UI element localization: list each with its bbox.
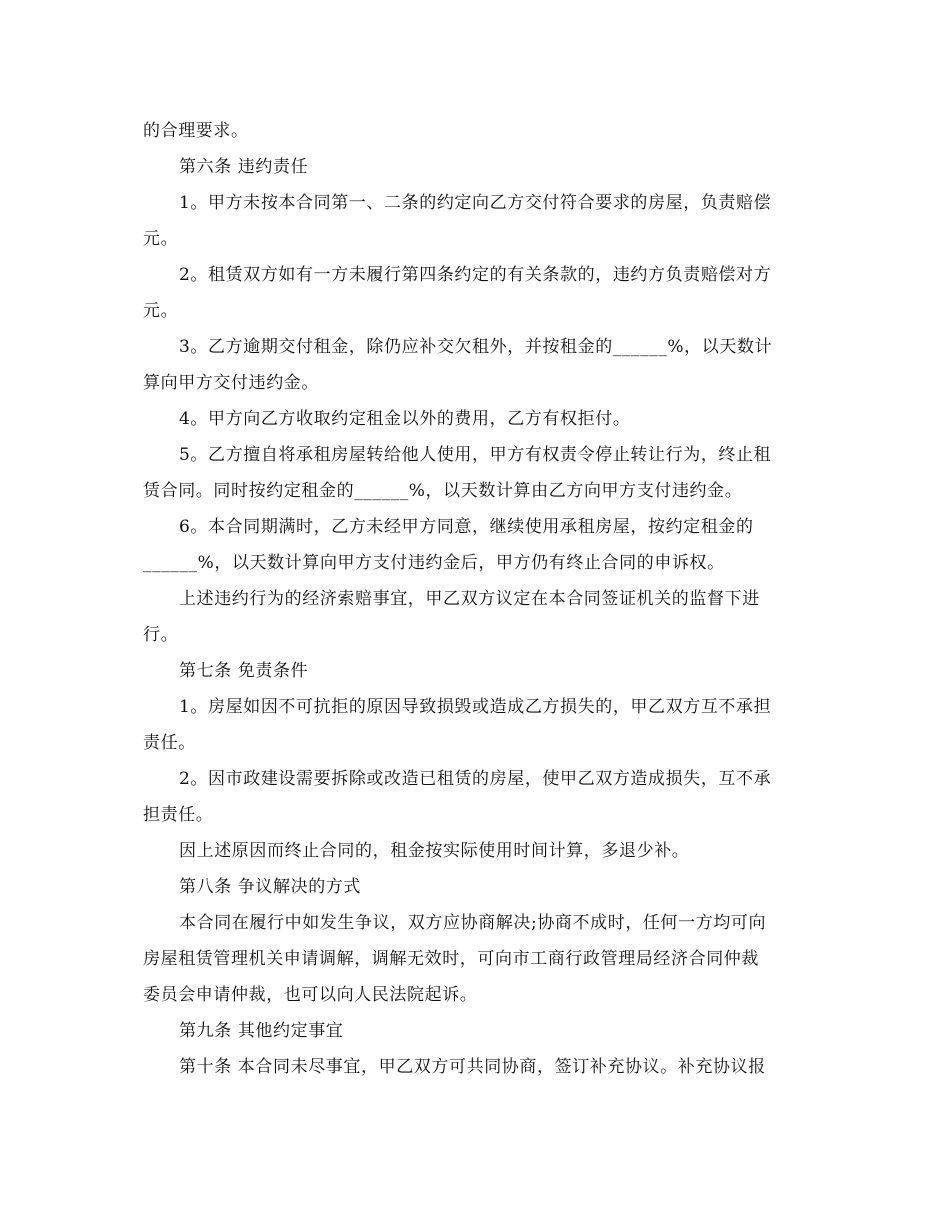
document-line: 2。租赁双方如有一方未履行第四条约定的有关条款的，违约方负责赔偿对方 — [179, 265, 772, 285]
document-body — [143, 113, 809, 1085]
document-line: 委员会申请仲裁，也可以向人民法院起诉。 — [143, 985, 478, 1005]
document-line: 2。因市政建设需要拆除或改造已租赁的房屋，使甲乙双方造成损失，互不承 — [179, 769, 772, 789]
document-line: 3。乙方逾期交付租金，除仍应补交欠租外，并按租金的______%，以天数计 — [179, 337, 773, 357]
document-line: 赁合同。同时按约定租金的______%，以天数计算由乙方向甲方支付违约金。 — [143, 481, 743, 501]
document-line: 第十条 本合同未尽事宜，甲乙双方可共同协商，签订补充协议。补充协议报 — [179, 1057, 766, 1077]
document-line: 5。乙方擅自将承租房屋转给他人使用，甲方有权责令停止转让行为，终止租 — [179, 445, 772, 465]
document-line: 算向甲方交付违约金。 — [143, 373, 319, 393]
document-line: 第八条 争议解决的方式 — [179, 877, 362, 897]
document-line: 4。甲方向乙方收取约定租金以外的费用，乙方有权拒付。 — [179, 409, 631, 429]
document-line: 6。本合同期满时，乙方未经甲方同意，继续使用承租房屋，按约定租金的 — [179, 517, 754, 537]
document-line: 担责任。 — [143, 805, 214, 825]
document-line: 行。 — [143, 625, 179, 645]
document-line: 1。房屋如因不可抗拒的原因导致损毁或造成乙方损失的，甲乙双方互不承担 — [179, 697, 772, 717]
document-line: 责任。 — [143, 733, 196, 753]
document-line: 第六条 违约责任 — [179, 157, 309, 177]
document-line: 第七条 免责条件 — [179, 661, 309, 681]
document-line: 第九条 其他约定事宜 — [179, 1021, 344, 1041]
document-line: 的合理要求。 — [143, 121, 249, 141]
document-line: 房屋租赁管理机关申请调解，调解无效时，可向市工商行政管理局经济合同仲裁 — [143, 949, 759, 969]
document-line: 因上述原因而终止合同的，租金按实际使用时间计算，多退少补。 — [179, 841, 690, 861]
document-line: 上述违约行为的经济索赔事宜，甲乙双方议定在本合同签证机关的监督下进 — [179, 589, 760, 609]
document-line: 本合同在履行中如发生争议，双方应协商解决;协商不成时，任何一方均可向 — [179, 913, 767, 933]
document-line: ______%，以天数计算向甲方支付违约金后，甲方仍有终止合同的申诉权。 — [143, 553, 725, 573]
document-line: 元。 — [143, 229, 179, 249]
document-line: 1。甲方未按本合同第一、二条的约定向乙方交付符合要求的房屋，负责赔偿 — [179, 193, 772, 213]
document-line: 元。 — [143, 301, 179, 321]
